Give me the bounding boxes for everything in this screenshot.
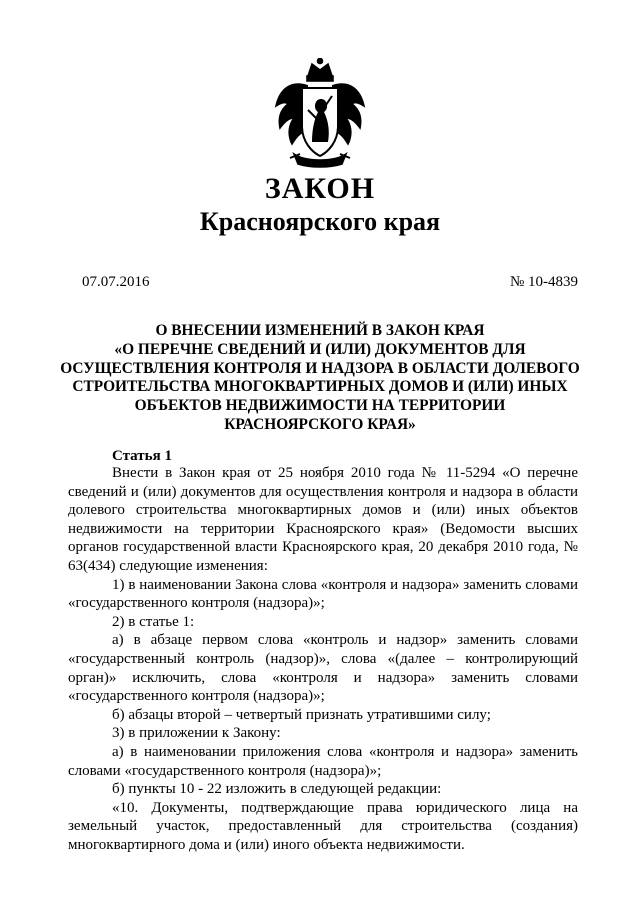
paragraph: 2) в статье 1: (112, 613, 195, 630)
heading-line: ОСУЩЕСТВЛЕНИЯ КОНТРОЛЯ И НАДЗОРА В ОБЛАСТИ ДОЛЕВОГО (60, 359, 580, 377)
law-number: № 10-4839 (509, 274, 578, 290)
heading-line: КРАСНОЯРСКОГО КРАЯ» (224, 415, 416, 433)
article-body (68, 464, 578, 854)
paragraph: 1) в наименовании Закона слова «контроля и надзора» заменить словами «государственного контроля (надзора)»; (68, 576, 578, 612)
article-title: Статья 1 (112, 448, 172, 464)
paragraph: а) в абзаце первом слова «контроль и надзор» заменить словами «государственный контроль (надзор)», слова «(далее – контролирующий орган)» исключить, слова «контроля и надзора» заменить словами «государственного контроля (надзора)»; (68, 632, 578, 705)
paragraph: Внести в Закон края от 25 ноября 2010 года № 11-5294 «О перечне сведений и (или) документов для осуществления контроля и надзора в области долевого строительства многоквартирных домов и (или) иных объектов недвижимости на территории Красноярского края» (Ведомости высших органов государственной власти Красноярского края, 20 декабря 2010 года, № 63(434) следующие изменения: (68, 465, 578, 574)
paragraph: 3) в приложении к Закону: (112, 725, 281, 742)
heading-line: «О ПЕРЕЧНЕ СВЕДЕНИЙ И (ИЛИ) ДОКУМЕНТОВ ДЛЯ (114, 340, 526, 358)
coat-of-arms-emblem (272, 58, 368, 170)
law-title: ЗАКОН (264, 172, 376, 205)
heading-line: ОБЪЕКТОВ НЕДВИЖИМОСТИ НА ТЕРРИТОРИИ (134, 397, 506, 415)
paragraph: б) абзацы второй – четвертый признать утратившими силу; (112, 706, 491, 723)
heading-line: СТРОИТЕЛЬСТВА МНОГОКВАРТИРНЫХ ДОМОВ И (ИЛИ) ИНЫХ (72, 378, 568, 396)
law-heading (60, 322, 580, 435)
law-date: 07.07.2016 (82, 274, 150, 290)
paragraph: «10. Документы, подтверждающие права юридического лица на земельный участок, предоставленный для строительства (создания) многоквартирного дома и (или) иного объекта недвижимости. (68, 799, 578, 853)
paragraph: а) в наименовании приложения слова «контроля и надзора» заменить словами «государственного контроля (надзора)»; (68, 743, 578, 779)
heading-line: О ВНЕСЕНИИ ИЗМЕНЕНИЙ В ЗАКОН КРАЯ (155, 322, 485, 339)
paragraph: б) пункты 10 - 22 изложить в следующей редакции: (112, 781, 442, 798)
law-region: Красноярского края (199, 207, 441, 236)
